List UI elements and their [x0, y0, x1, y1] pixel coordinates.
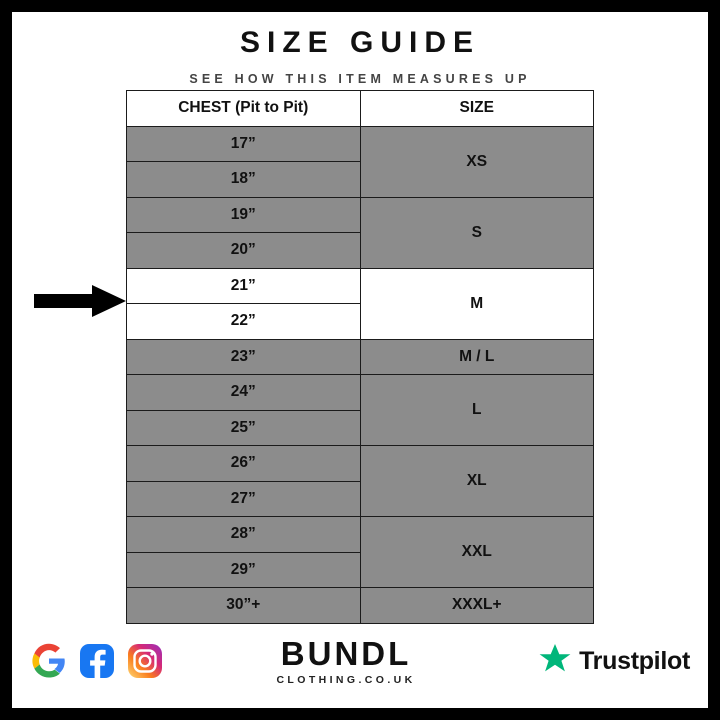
size-label-cell: XL — [360, 446, 594, 517]
table-row[interactable] — [127, 517, 594, 553]
table-row[interactable] — [127, 197, 594, 233]
column-header-size: SIZE — [360, 91, 594, 127]
table-row[interactable] — [127, 126, 594, 162]
chest-measurement-cell: 26” — [127, 446, 361, 482]
table-row[interactable] — [127, 268, 594, 304]
chest-measurement-cell: 25” — [127, 410, 361, 446]
chest-measurement-cell: 22” — [127, 304, 361, 340]
brand-domain: CLOTHING.CO.UK — [276, 673, 416, 686]
size-label-cell: M / L — [360, 339, 594, 375]
size-label-cell: XXXL+ — [360, 588, 594, 624]
trustpilot-wordmark: Trustpilot — [579, 646, 690, 675]
column-header-chest: CHEST (Pit to Pit) — [127, 91, 361, 127]
size-label-cell: XXL — [360, 517, 594, 588]
page-title: SIZE GUIDE — [239, 26, 481, 59]
table-row[interactable] — [127, 339, 594, 375]
footer — [12, 622, 708, 700]
selected-size-arrow-icon — [34, 284, 126, 318]
brand-logo — [276, 634, 416, 686]
instagram-icon[interactable] — [126, 642, 164, 680]
size-label-cell: XS — [360, 126, 594, 197]
table-row[interactable] — [127, 375, 594, 411]
brand-name: BUNDL — [280, 634, 412, 672]
chest-measurement-cell: 27” — [127, 481, 361, 517]
size-table-wrapper — [126, 90, 594, 624]
table-header-row — [127, 91, 594, 127]
chest-measurement-cell: 18” — [127, 162, 361, 198]
table-row[interactable] — [127, 446, 594, 482]
chest-measurement-cell: 19” — [127, 197, 361, 233]
chest-measurement-cell: 21” — [127, 268, 361, 304]
size-label-cell: M — [360, 268, 594, 339]
size-label-cell: S — [360, 197, 594, 268]
chest-measurement-cell: 20” — [127, 233, 361, 269]
chest-measurement-cell: 30”+ — [127, 588, 361, 624]
page-subtitle: SEE HOW THIS ITEM MEASURES UP — [189, 72, 531, 86]
facebook-icon[interactable] — [78, 642, 116, 680]
chest-measurement-cell: 28” — [127, 517, 361, 553]
chest-measurement-cell: 23” — [127, 339, 361, 375]
chest-measurement-cell: 17” — [127, 126, 361, 162]
table-row[interactable] — [127, 588, 594, 624]
chest-measurement-cell: 24” — [127, 375, 361, 411]
size-label-cell: L — [360, 375, 594, 446]
google-icon[interactable] — [30, 642, 68, 680]
social-icons — [30, 642, 164, 680]
trustpilot-logo — [538, 642, 690, 681]
size-guide-sheet — [12, 12, 708, 708]
size-table — [126, 90, 594, 624]
trustpilot-star-icon — [538, 642, 572, 681]
chest-measurement-cell: 29” — [127, 552, 361, 588]
